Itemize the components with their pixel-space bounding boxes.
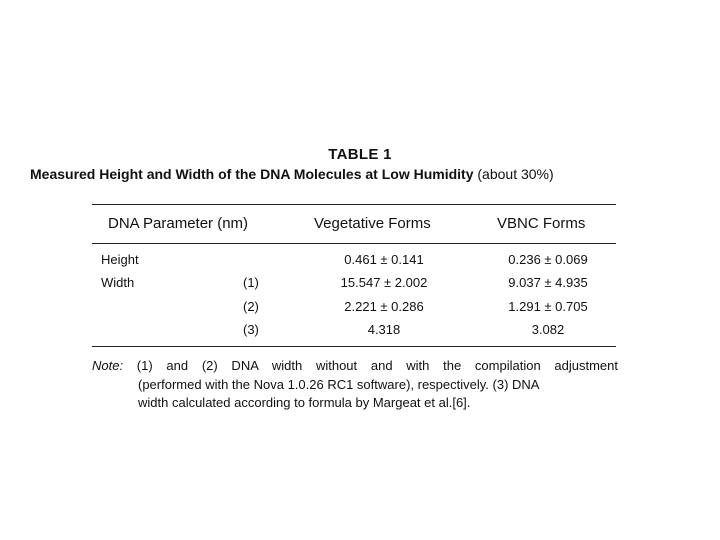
row-width-3-vegetative: 4.318 bbox=[367, 322, 401, 337]
row-width-label: Width bbox=[101, 275, 135, 290]
table-bottom-rule bbox=[92, 346, 616, 347]
row-width-1-marker: (1) bbox=[243, 275, 259, 290]
table-note-label: Note: bbox=[92, 358, 124, 373]
row-width-3-marker: (3) bbox=[243, 322, 259, 337]
table-header-rule bbox=[92, 243, 616, 244]
table-subtitle bbox=[30, 166, 554, 182]
table-note-line2: (performed with the Nova 1.0.26 RC1 software), respectively. (3) DNA bbox=[138, 376, 540, 392]
header-vegetative-forms: Vegetative Forms bbox=[314, 215, 431, 232]
row-height-label: Height bbox=[101, 252, 139, 267]
row-width-1-vegetative: 15.547 ± 2.002 bbox=[340, 275, 428, 290]
row-height-vbnc: 0.236 ± 0.069 bbox=[508, 252, 588, 267]
table-top-rule bbox=[92, 204, 616, 205]
row-height-vegetative: 0.461 ± 0.141 bbox=[344, 252, 424, 267]
row-width-2-vegetative: 2.221 ± 0.286 bbox=[344, 299, 424, 314]
header-dna-parameter: DNA Parameter (nm) bbox=[108, 215, 249, 232]
table-note-line3: width calculated according to formula by Margeat et al.[6]. bbox=[138, 395, 471, 410]
table-subtitle-main: Measured Height and Width of the DNA Molecules at Low Humidity bbox=[30, 166, 474, 182]
table-title: TABLE 1 bbox=[328, 146, 392, 163]
table-subtitle-humidity: (about 30%) bbox=[473, 166, 554, 182]
header-vbnc-forms: VBNC Forms bbox=[497, 215, 586, 232]
table-note-line1-text: (1) and (2) DNA width without and with the compilation adjustment bbox=[123, 358, 618, 373]
table-note bbox=[92, 357, 618, 413]
row-width-1-vbnc: 9.037 ± 4.935 bbox=[508, 275, 588, 290]
row-width-2-marker: (2) bbox=[243, 299, 259, 314]
row-width-2-vbnc: 1.291 ± 0.705 bbox=[508, 299, 588, 314]
table-note-line1 bbox=[92, 357, 618, 376]
row-width-3-vbnc: 3.082 bbox=[531, 322, 565, 337]
